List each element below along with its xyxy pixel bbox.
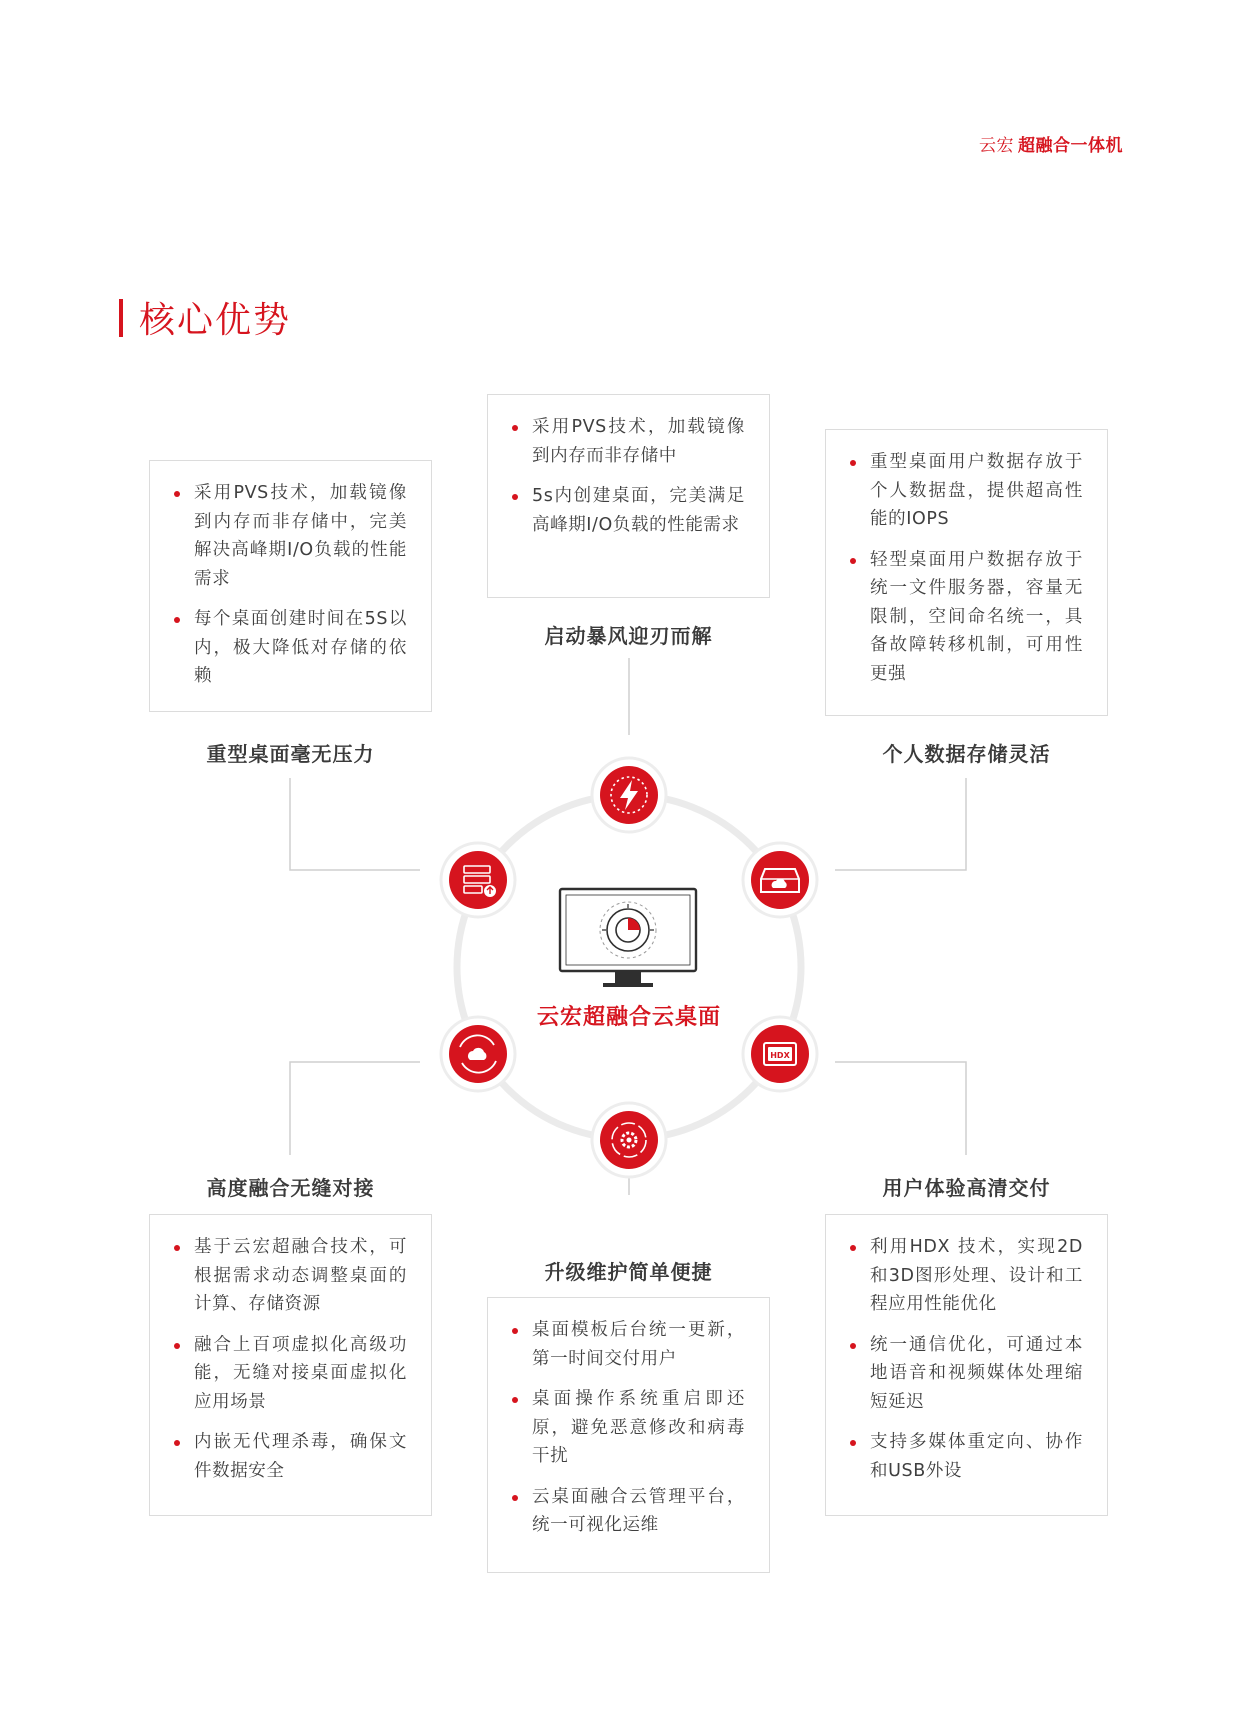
bullet-item: 桌面模板后台统一更新，第一时间交付用户 xyxy=(512,1316,745,1373)
bullet-item: 统一通信优化，可通过本地语音和视频媒体处理缩短延迟 xyxy=(850,1331,1083,1417)
bullet-item: 基于云宏超融合技术，可根据需求动态调整桌面的计算、存储资源 xyxy=(174,1233,407,1319)
feature-card-seamless-integration xyxy=(149,1214,432,1516)
bullet-item: 每个桌面创建时间在5S以内，极大降低对存储的依赖 xyxy=(174,605,407,691)
cloud-storage-icon xyxy=(743,843,817,917)
bullet-item: 采用PVS技术，加载镜像到内存而非存储中 xyxy=(512,413,745,470)
bullet-item: 云桌面融合云管理平台，统一可视化运维 xyxy=(512,1483,745,1540)
feature-title-easy-maintenance: 升级维护简单便捷 xyxy=(544,1260,713,1284)
server-upload-icon xyxy=(441,843,515,917)
connector-bottom-left xyxy=(290,1062,420,1155)
section-heading xyxy=(119,292,291,343)
bullet-item: 轻型桌面用户数据存放于统一文件服务器，容量无限制，空间命名统一，具备故障转移机制，可用性更强 xyxy=(850,546,1083,689)
feature-card-personal-storage xyxy=(825,429,1108,716)
feature-card-hd-delivery xyxy=(825,1214,1108,1516)
connector-top-left xyxy=(290,778,420,870)
brand-header xyxy=(979,131,1123,156)
bullet-item: 支持多媒体重定向、协作和USB外设 xyxy=(850,1428,1083,1485)
connector-bottom-right xyxy=(835,1062,966,1155)
section-title: 核心优势 xyxy=(139,300,292,341)
feature-card-easy-maintenance xyxy=(487,1297,770,1573)
feature-title-hd-delivery: 用户体验高清交付 xyxy=(882,1176,1051,1200)
bullet-item: 5s内创建桌面，完美满足高峰期I/O负载的性能需求 xyxy=(512,482,745,539)
feature-card-boot-storm xyxy=(487,394,770,598)
monitor-icon xyxy=(560,889,696,987)
brand-product: 超融合一体机 xyxy=(1018,136,1123,156)
feature-card-heavy-desktop xyxy=(149,460,432,712)
maintenance-gear-icon xyxy=(592,1103,666,1177)
section-accent-bar xyxy=(119,299,123,337)
bullet-item: 采用PVS技术，加载镜像到内存而非存储中，完美解决高峰期I/O负载的性能需求 xyxy=(174,479,407,593)
hub-title: 云宏超融合云桌面 xyxy=(536,1005,721,1030)
bullet-item: 桌面操作系统重启即还原，避免恶意修改和病毒干扰 xyxy=(512,1385,745,1471)
feature-title-heavy-desktop: 重型桌面毫无压力 xyxy=(206,742,375,766)
svg-text:HDX: HDX xyxy=(770,1051,790,1060)
lightning-icon xyxy=(592,758,666,832)
connector-top-right xyxy=(835,778,966,870)
feature-title-seamless-integration: 高度融合无缝对接 xyxy=(206,1176,375,1200)
feature-title-boot-storm: 启动暴风迎刃而解 xyxy=(544,624,713,648)
bullet-item: 融合上百项虚拟化高级功能，无缝对接桌面虚拟化应用场景 xyxy=(174,1331,407,1417)
bullet-item: 利用HDX 技术，实现2D和3D图形处理、设计和工程应用性能优化 xyxy=(850,1233,1083,1319)
feature-title-personal-storage: 个人数据存储灵活 xyxy=(882,742,1051,766)
bullet-item: 内嵌无代理杀毒，确保文件数据安全 xyxy=(174,1428,407,1485)
bullet-item: 重型桌面用户数据存放于个人数据盘，提供超高性能的IOPS xyxy=(850,448,1083,534)
brand-prefix: 云宏 xyxy=(979,136,1014,156)
